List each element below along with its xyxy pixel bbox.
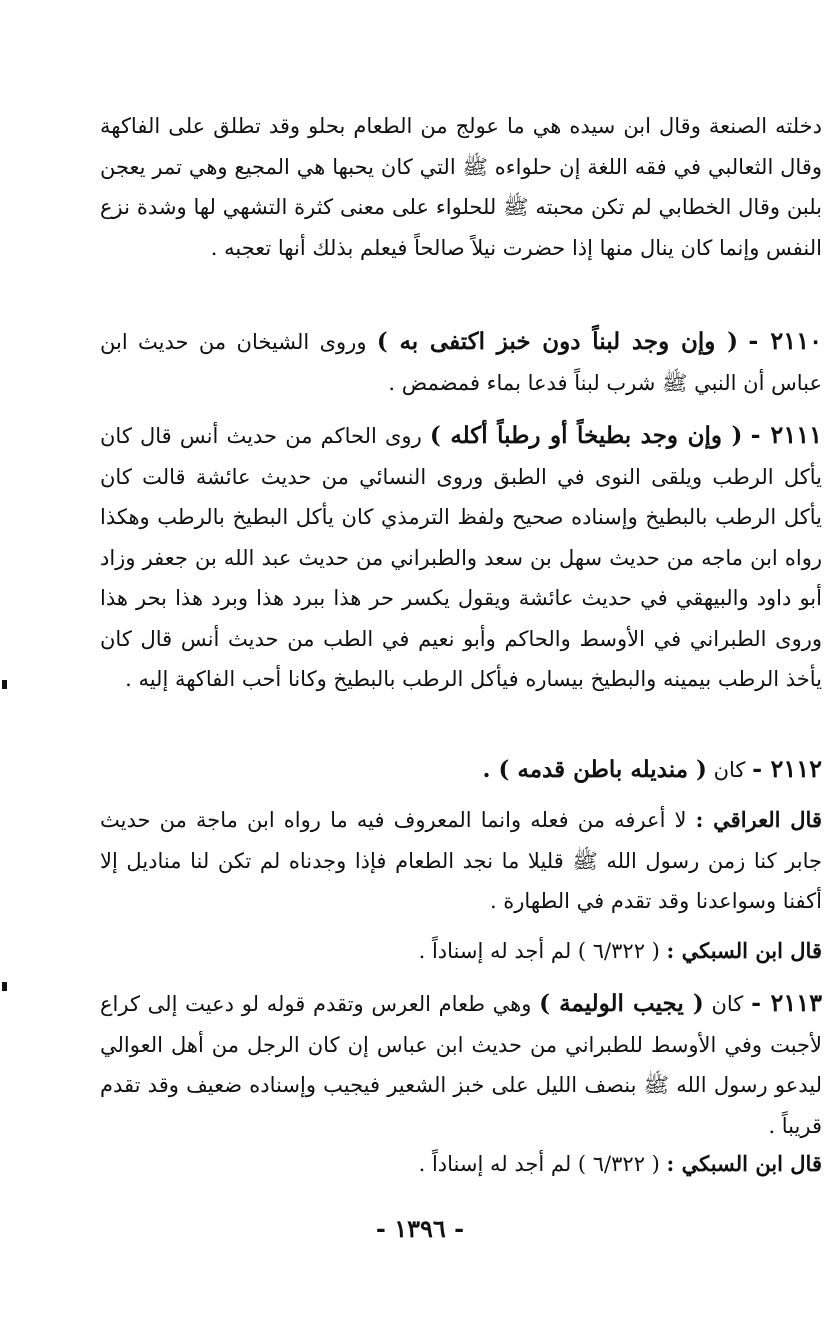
page-number: - ١٣٩٦ - (375, 1214, 465, 1243)
paragraph-intro (100, 106, 822, 268)
note-text: ( ٦/٣٢٢ ) لم أجد له إسناداً . (418, 1152, 660, 1176)
entry-text: وروى الشيخان من حديث ابن عباس أن النبي ﷺ شرب لبناً فدعا بماء فمضمض . (100, 330, 822, 395)
entry-headline: ( منديله باطن قدمه ) . (482, 756, 707, 783)
note-text: لا أعرفه من فعله وانما المعروف فيه ما رواه ابن ماجة من حديث جابر كنا زمن رسول الله ﷺ قليلا ما نجد الطعام فإذا وجدناه لم تكن لنا مناديل إلا أكفنا وسواعدنا وقد تقدم في الطهارة . (100, 808, 822, 913)
scan-mark (2, 680, 7, 689)
note-label: قال ابن السبكي : (666, 1151, 822, 1176)
note-label: قال ابن السبكي : (666, 938, 822, 963)
iraqi-note (100, 800, 822, 922)
scan-mark (2, 982, 7, 991)
entry-2113 (100, 983, 822, 1146)
entry-text: وهي طعام العرس وتقدم قوله لو دعيت إلى كراع لأجبت وفي الأوسط للطبراني من حديث ابن عباس إن كان الرجل من أهل العوالي ليدعو رسول الله ﷺ بنصف الليل على خبز الشعير فيجيب وإسناده ضعيف وقد تقدم قريباً . (100, 992, 822, 1138)
entry-pre: كان (711, 992, 744, 1016)
entry-2110 (100, 321, 822, 403)
entry-2111 (100, 415, 822, 700)
note-text: ( ٦/٣٢٢ ) لم أجد له إسناداً . (418, 939, 660, 963)
subki-note-1 (100, 931, 822, 972)
entry-number: ٢١١٠ - (748, 326, 822, 355)
entry-number: ٢١١٢ - (752, 754, 822, 783)
subki-note-2 (100, 1144, 822, 1185)
entry-headline: ( وإن وجد بطيخاً أو رطباً أكله ) (429, 422, 743, 449)
entry-text: روى الحاكم من حديث أنس قال كان يأكل الرطب ويلقى النوى في الطبق وروى النسائي من حديث عائشة قالت كان يأكل الرطب بالبطيخ وإسناده صحيح ولفظ الترمذي كان يأكل البطيخ بالرطب وهكذا رواه ابن ماجه من حديث سهل بن سعد والطبراني من حديث عبد الله بن جعفر وزاد أبو داود والبيهقي في حديث عائشة ويقول يكسر حر هذا ببرد هذا وبرد هذا بحر هذا وروى الطبراني في الأوسط والحاكم وأبو نعيم في الطب من حديث أنس قال كان يأخذ الرطب بيمينه والبطيخ بيساره فيأكل الرطب بالبطيخ وكانا أحب الفاكهة إليه . (100, 424, 822, 691)
entry-number: ٢١١٣ - (751, 988, 823, 1017)
entry-2112 (100, 749, 822, 791)
entry-number: ٢١١١ - (750, 420, 822, 449)
paragraph-text: دخلته الصنعة وقال ابن سيده هي ما عولج من الطعام بحلو وقد تطلق على الفاكهة وقال الثعالبي في فقه اللغة إن حلواءه ﷺ التي كان يحبها هي المجيع وهي تمر يعجن بلبن وقال الخطابي لم تكن محبته ﷺ للحلواء على معنى كثرة التشهي لها وشدة نزع النفس وإنما كان ينال منها إذا حضرت نيلاً صالحاً فيعلم بذلك أنها تعجبه . (100, 114, 822, 260)
note-label: قال العراقي : (695, 807, 822, 832)
entry-headline: ( وإن وجد لبناً دون خبز اكتفى به ) (376, 328, 738, 355)
entry-pre: كان (713, 758, 746, 782)
entry-headline: ( يجيب الوليمة ) (539, 990, 704, 1017)
